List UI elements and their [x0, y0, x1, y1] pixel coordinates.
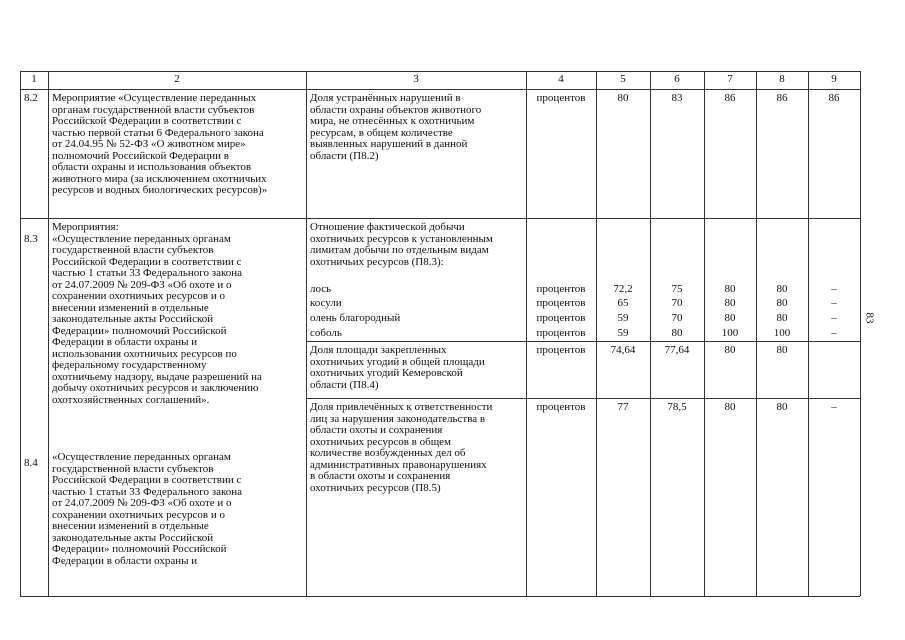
value-col-8: 80: [776, 283, 788, 295]
value-col-7: 80: [724, 401, 736, 413]
value-col-6: 70: [671, 312, 683, 324]
value-col-5: 74,64: [610, 344, 636, 356]
indicator-description: Отношение фактической добычи охотничьих ресурсов к установленным лимитам добычи по отдельным видам охотничьих ресурсов (П8.3):: [310, 221, 493, 268]
value-col-7: 80: [724, 297, 736, 309]
value-col-8: 80: [776, 401, 788, 413]
value-col-8: 80: [776, 297, 788, 309]
value-col-5: 80: [617, 92, 629, 104]
value-col-8: 100: [773, 327, 791, 339]
value-col-8: 86: [776, 92, 788, 104]
value-col-6: 78,5: [667, 401, 687, 413]
value-col-8: 80: [776, 312, 788, 324]
unit: процентов: [536, 344, 586, 356]
unit: процентов: [536, 327, 586, 339]
indicator-description: Доля привлечённых к ответственности лиц за нарушения законодательства в области охоты и сохранения охотничьих ресурсов в общем количестве возбужденных дел об административных правонарушениях в области охоты и сохранения охотничьих ресурсов (П8.5): [310, 401, 493, 494]
value-col-9: –: [831, 297, 837, 309]
value-col-5: 59: [617, 327, 629, 339]
header-col-2: 2: [174, 73, 180, 85]
value-col-5: 72,2: [613, 283, 633, 295]
value-col-7: 80: [724, 283, 736, 295]
value-col-5: 59: [617, 312, 629, 324]
value-col-7: 100: [721, 327, 739, 339]
event-description-8-3: Мероприятия: «Осуществление переданных органам государственной власти субъектов Российской Федерации в соответствии с частью 1 статьи 33 Федерального закона от 24.07.2009 № 209-ФЗ «Об охоте и о сохранении охотничьих ресурсов и о внесении изменений в отдельные законодательные акты Российской Федерации» полномочий Российской Федерации в области охраны и использования охотничьих ресурсов по федеральному государственному охотничьему надзору, выдаче разрешений на добычу охотничьих ресурсов и заключению охотхозяйственных соглашений».: [52, 221, 262, 406]
unit: процентов: [536, 92, 586, 104]
value-col-9: 86: [828, 92, 840, 104]
value-col-7: 80: [724, 344, 736, 356]
header-col-3: 3: [413, 73, 419, 85]
header-col-5: 5: [620, 73, 626, 85]
header-col-1: 1: [31, 73, 37, 85]
value-col-7: 86: [724, 92, 736, 104]
unit: процентов: [536, 401, 586, 413]
value-col-5: 65: [617, 297, 629, 309]
header-col-7: 7: [727, 73, 733, 85]
value-col-9: –: [831, 327, 837, 339]
species-label: олень благородный: [310, 312, 401, 324]
unit: процентов: [536, 283, 586, 295]
row-number-8-4: 8.4: [24, 457, 38, 469]
value-col-6: 75: [671, 283, 683, 295]
indicator-description: Доля площади закрепленных охотничьих угодий в общей площади охотничьих угодий Кемеровской области (П8.4): [310, 344, 485, 391]
value-col-6: 70: [671, 297, 683, 309]
row-number: 8.2: [24, 92, 38, 104]
row-number-8-3: 8.3: [24, 233, 38, 245]
value-col-7: 80: [724, 312, 736, 324]
unit: процентов: [536, 312, 586, 324]
page-number: 83: [863, 312, 876, 324]
value-col-8: 80: [776, 344, 788, 356]
event-description-8-4: «Осуществление переданных органам государственной власти субъектов Российской Федерации в соответствии с частью 1 статьи 33 Федерального закона от 24.07.2009 № 209-ФЗ «Об охоте и о сохранении охотничьих ресурсов и о внесении изменений в отдельные законодательные акты Российской Федерации» полномочий Российской Федерации в области охраны и: [52, 451, 243, 567]
value-col-9: –: [831, 401, 837, 413]
header-col-8: 8: [779, 73, 785, 85]
unit: процентов: [536, 297, 586, 309]
header-col-9: 9: [831, 73, 837, 85]
value-col-6: 80: [671, 327, 683, 339]
value-col-5: 77: [617, 401, 629, 413]
species-label: лось: [310, 283, 332, 295]
value-col-6: 77,64: [664, 344, 690, 356]
event-description: Мероприятие «Осуществление переданных органам государственной власти субъектов Российской Федерации в соответствии с частью первой статьи 6 Федерального закона от 24.04.95 № 52-ФЗ «О животном мире» полномочий Российской Федерации в области охраны и использования объектов животного мира (за исключением охотничьих ресурсов и водных биологических ресурсов)»: [52, 92, 268, 196]
value-col-9: –: [831, 283, 837, 295]
value-col-9: –: [831, 312, 837, 324]
header-col-4: 4: [558, 73, 564, 85]
indicator-description: Доля устранённых нарушений в области охраны объектов животного мира, не отнесённых к охотничьим ресурсам, в общем количестве выявленных нарушений в данной области (П8.2): [310, 92, 482, 162]
species-label: соболь: [310, 327, 342, 339]
header-col-6: 6: [674, 73, 680, 85]
value-col-6: 83: [671, 92, 683, 104]
species-label: косули: [310, 297, 342, 309]
